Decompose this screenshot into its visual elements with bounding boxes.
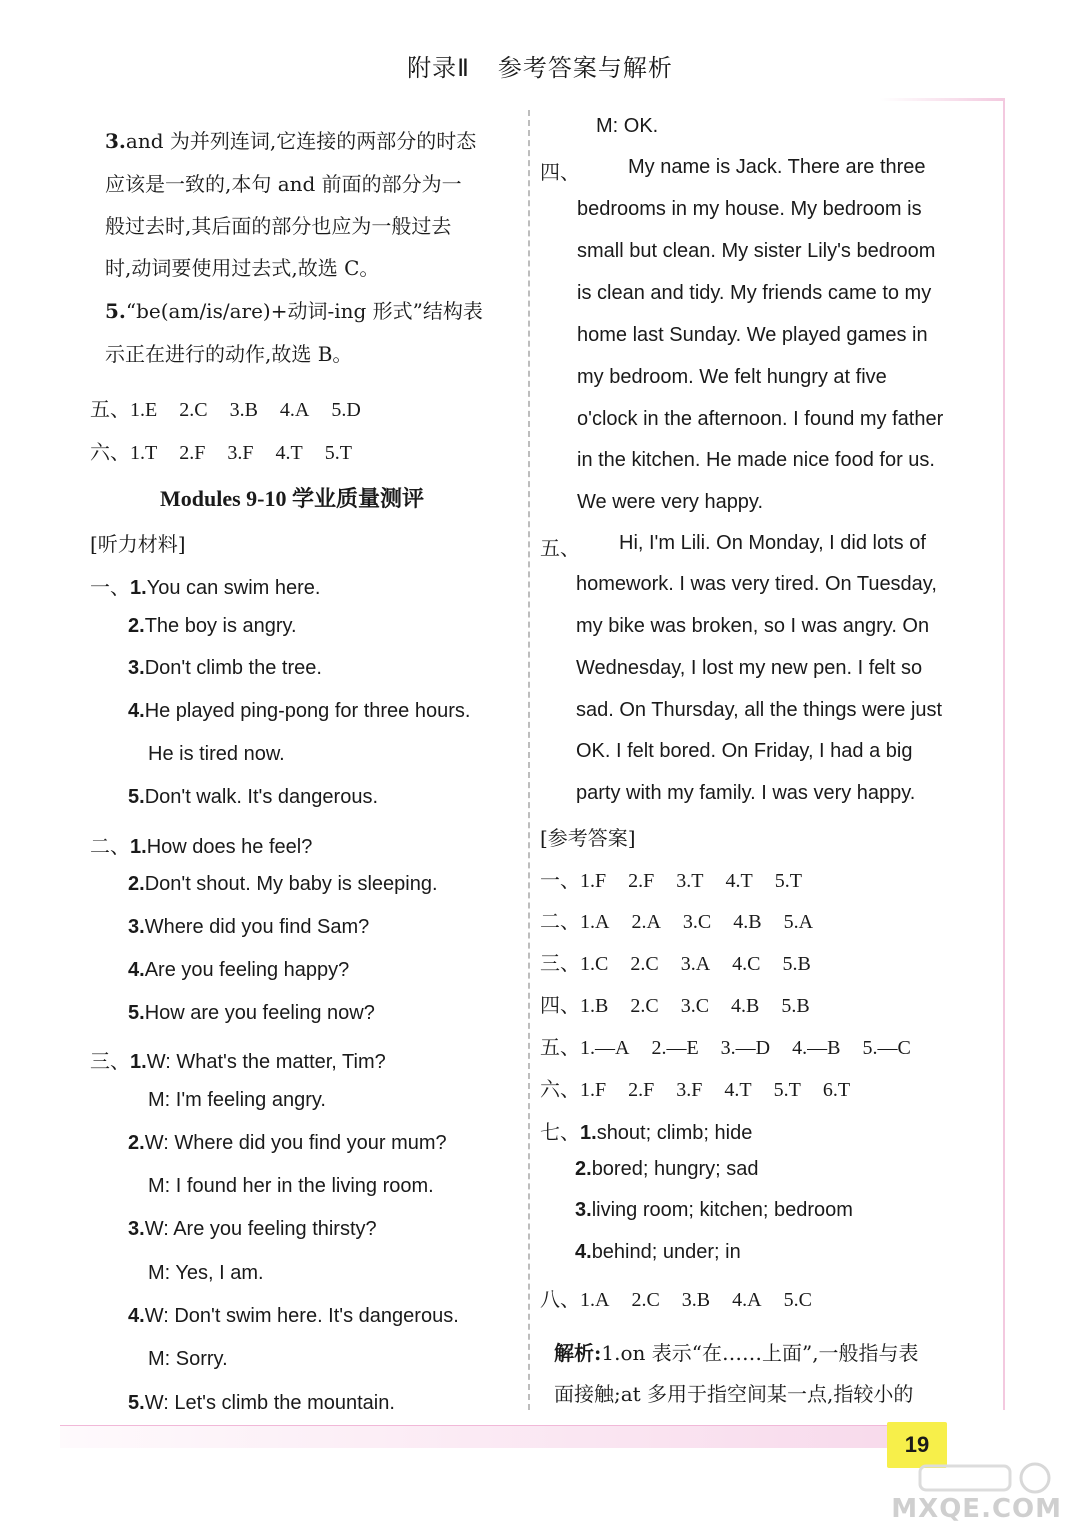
answer-row-4: 四、1.B 2.C 3.C 4.B 5.B xyxy=(540,995,810,1017)
s3-item-2-reply: M: I found her in the living room. xyxy=(148,1175,434,1197)
si-line-9: We were very happy. xyxy=(577,491,764,513)
analysis-line-1: 解析:1.on 表示“在……上面”,一般指与表 xyxy=(554,1341,919,1365)
answers-label: [参考答案] xyxy=(540,826,636,850)
si-line-2: bedrooms in my house. My bedroom is xyxy=(577,198,922,220)
wu-line-2: homework. I was very tired. On Tuesday, xyxy=(576,573,937,595)
watermark-text: MXQE.COM xyxy=(891,1494,1062,1524)
si-line-8: in the kitchen. He made nice food for us. xyxy=(577,449,935,471)
s3-item-3: 3.W: Are you feeling thirsty? xyxy=(128,1218,377,1240)
si-line-6: my bedroom. We felt hungry at five xyxy=(577,366,887,388)
si-line-4: is clean and tidy. My friends came to my xyxy=(577,282,932,304)
note-3-line-4: 时,动词要使用过去式,故选 C。 xyxy=(105,256,380,280)
s2-item-4: 4.Are you feeling happy? xyxy=(128,959,350,981)
footer-band xyxy=(60,1425,890,1448)
analysis-line-2: 面接触;at 多用于指空间某一点,指较小的 xyxy=(554,1382,914,1406)
note-3-line-1: 3.and 为并列连词,它连接的两部分的时态 xyxy=(105,129,477,153)
answer-row-1: 一、1.F 2.F 3.T 4.T 5.T xyxy=(540,870,802,892)
answer-row-ba: 八、1.A 2.C 3.B 4.A 5.C xyxy=(540,1289,812,1311)
qi-item-1: 七、1.shout; climb; hide xyxy=(540,1122,753,1144)
wu-line-7: party with my family. I was very happy. xyxy=(576,782,916,804)
wu-label: 五、 xyxy=(540,536,580,560)
qi-item-2: 2.bored; hungry; sad xyxy=(575,1158,759,1180)
si-line-3: small but clean. My sister Lily's bedroom xyxy=(577,240,936,262)
note-5-line-1: 5.“be(am/is/are)+动词-ing 形式”结构表 xyxy=(105,299,483,323)
answer-row-5: 五、1.—A 2.—E 3.—D 4.—B 5.—C xyxy=(540,1037,911,1059)
answer-row-3: 三、1.C 2.C 3.A 4.C 5.B xyxy=(540,953,811,975)
note-3-line-3: 般过去时,其后面的部分也应为一般过去 xyxy=(105,214,452,238)
section-title: Modules 9-10 学业质量测评 xyxy=(160,486,425,511)
wu-line-6: OK. I felt bored. On Friday, I had a big xyxy=(576,740,913,762)
s1-item-5: 5.Don't walk. It's dangerous. xyxy=(128,786,378,808)
si-line-5: home last Sunday. We played games in xyxy=(577,324,928,346)
qi-item-4: 4.behind; under; in xyxy=(575,1241,741,1263)
s2-item-1: 二、1.How does he feel? xyxy=(90,836,313,858)
listening-label: [听力材料] xyxy=(90,532,186,556)
answer-row-wu: 五、1.E 2.C 3.B 4.A 5.D xyxy=(90,399,361,421)
s1-item-4-cont: He is tired now. xyxy=(148,743,285,765)
note-3-line-2: 应该是一致的,本句 and 前面的部分为一 xyxy=(105,172,462,196)
si-line-1: My name is Jack. There are three xyxy=(628,156,926,178)
s2-item-5: 5.How are you feeling now? xyxy=(128,1002,375,1024)
wu-line-4: Wednesday, I lost my new pen. I felt so xyxy=(576,657,923,679)
top-rule xyxy=(880,98,1005,101)
watermark-logo xyxy=(891,1460,1070,1530)
page-number: 19 xyxy=(887,1422,947,1468)
answer-row-2: 二、1.A 2.A 3.C 4.B 5.A xyxy=(540,911,814,933)
dialogue-ok-line: M: OK. xyxy=(596,115,659,137)
s3-item-1-reply: M: I'm feeling angry. xyxy=(148,1089,326,1111)
si-line-7: o'clock in the afternoon. I found my father xyxy=(577,408,944,430)
column-divider xyxy=(528,110,530,1410)
s3-item-4: 4.W: Don't swim here. It's dangerous. xyxy=(128,1305,459,1327)
wu-line-1: Hi, I'm Lili. On Monday, I did lots of xyxy=(619,532,926,554)
s1-item-1: 一、1.You can swim here. xyxy=(90,577,321,599)
s1-item-3: 3.Don't climb the tree. xyxy=(128,657,322,679)
wu-line-3: my bike was broken, so I was angry. On xyxy=(576,615,930,637)
si-label: 四、 xyxy=(540,160,580,184)
s1-item-4: 4.He played ping-pong for three hours. xyxy=(128,700,471,722)
header-title: 参考答案与解析 xyxy=(497,55,673,82)
s2-item-2: 2.Don't shout. My baby is sleeping. xyxy=(128,873,438,895)
s1-item-2: 2.The boy is angry. xyxy=(128,615,297,637)
answer-row-liu: 六、1.T 2.F 3.F 4.T 5.T xyxy=(90,442,352,464)
s2-item-3: 3.Where did you find Sam? xyxy=(128,916,370,938)
qi-item-3: 3.living room; kitchen; bedroom xyxy=(575,1199,853,1221)
appendix-label: 附录Ⅱ xyxy=(407,55,470,82)
page-header xyxy=(0,48,1080,83)
s3-item-1: 三、1.W: What's the matter, Tim? xyxy=(90,1051,386,1073)
s3-item-2: 2.W: Where did you find your mum? xyxy=(128,1132,447,1154)
answer-row-6: 六、1.F 2.F 3.F 4.T 5.T 6.T xyxy=(540,1079,851,1101)
wu-line-5: sad. On Thursday, all the things were just xyxy=(576,699,943,721)
s3-item-4-reply: M: Sorry. xyxy=(148,1348,228,1370)
s3-item-3-reply: M: Yes, I am. xyxy=(148,1262,264,1284)
s3-item-5: 5.W: Let's climb the mountain. xyxy=(128,1392,395,1414)
note-5-line-2: 示正在进行的动作,故选 B。 xyxy=(105,342,353,366)
right-margin-rule xyxy=(1003,100,1005,1410)
